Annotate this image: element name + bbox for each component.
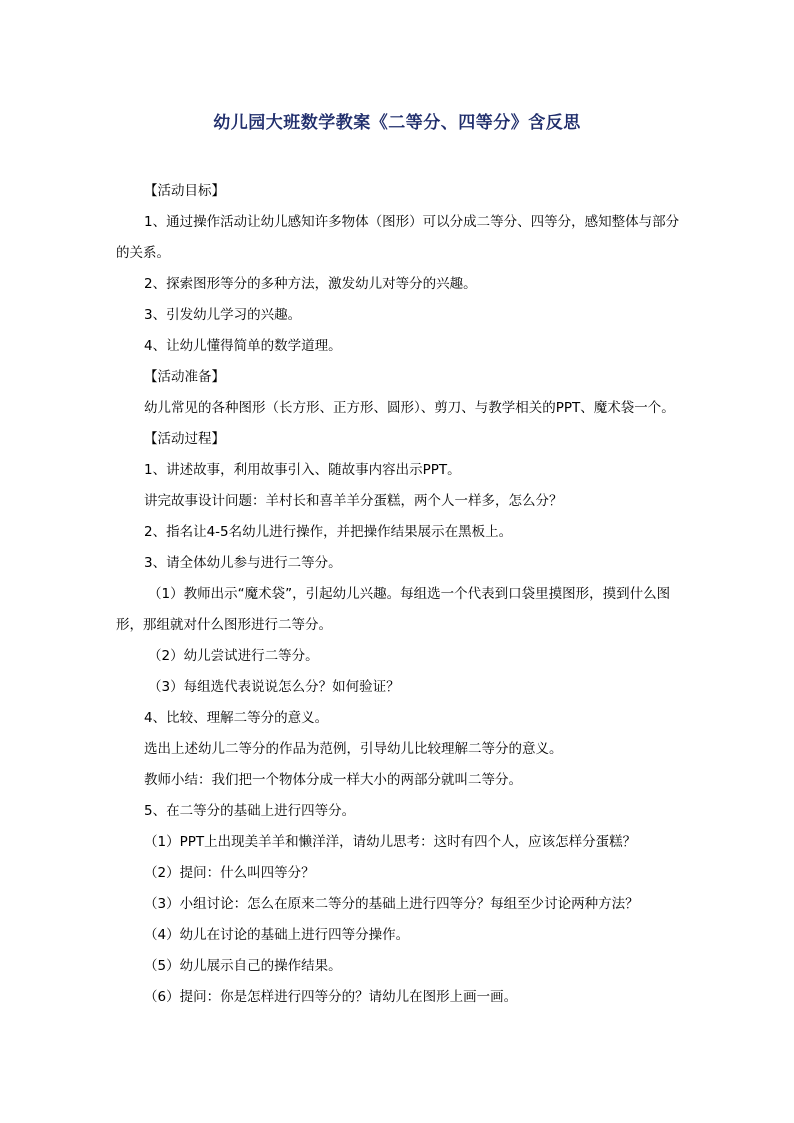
paragraph: （2）幼儿尝试进行二等分。 xyxy=(148,648,319,664)
paragraph: 1、通过操作活动让幼儿感知许多物体（图形）可以分成二等分、四等分，感知整体与部分的关系。 xyxy=(116,214,680,261)
paragraph: （1）教师出示“魔术袋”，引起幼儿兴趣。每组选一个代表到口袋里摸图形，摸到什么图形，那组就对什么图形进行二等分。 xyxy=(116,586,671,633)
paragraph: 1、讲述故事，利用故事引入、随故事内容出示PPT。 xyxy=(144,462,461,478)
section-heading-process: 【活动过程】 xyxy=(144,431,225,447)
paragraph: 4、比较、理解二等分的意义。 xyxy=(144,710,329,726)
paragraph: 2、探索图形等分的多种方法，激发幼儿对等分的兴趣。 xyxy=(144,276,477,292)
section-heading-goals: 【活动目标】 xyxy=(144,183,225,199)
paragraph: 讲完故事设计问题：羊村长和喜羊羊分蛋糕，两个人一样多，怎么分？ xyxy=(144,493,563,509)
document-title: 幼儿园大班数学教案《二等分、四等分》含反思 xyxy=(213,113,581,133)
paragraph: 2、指名让4-5名幼儿进行操作，并把操作结果展示在黑板上。 xyxy=(144,524,513,540)
paragraph: 3、引发幼儿学习的兴趣。 xyxy=(144,307,302,323)
paragraph: （3）小组讨论：怎么在原来二等分的基础上进行四等分？每组至少讨论两种方法？ xyxy=(144,896,639,912)
paragraph: 选出上述幼儿二等分的作品为范例，引导幼儿比较理解二等分的意义。 xyxy=(144,741,563,757)
paragraph: （1）PPT上出现美羊羊和懒洋洋，请幼儿思考：这时有四个人，应该怎样分蛋糕？ xyxy=(144,834,637,850)
paragraph: （2）提问：什么叫四等分？ xyxy=(144,865,315,881)
paragraph: 4、让幼儿懂得简单的数学道理。 xyxy=(144,338,342,354)
paragraph: 3、请全体幼儿参与进行二等分。 xyxy=(144,555,342,571)
paragraph: （6）提问：你是怎样进行四等分的？请幼儿在图形上画一画。 xyxy=(144,989,518,1005)
paragraph: 5、在二等分的基础上进行四等分。 xyxy=(144,803,356,819)
paragraph: （4）幼儿在讨论的基础上进行四等分操作。 xyxy=(144,927,410,943)
paragraph: （5）幼儿展示自己的操作结果。 xyxy=(144,958,342,974)
paragraph: 教师小结：我们把一个物体分成一样大小的两部分就叫二等分。 xyxy=(144,772,522,788)
document-body xyxy=(116,176,682,1013)
paragraph: 幼儿常见的各种图形（长方形、正方形、圆形）、剪刀、与教学相关的PPT、魔术袋一个。 xyxy=(144,400,675,416)
paragraph: （3）每组选代表说说怎么分？如何验证？ xyxy=(148,679,400,695)
section-heading-preparation: 【活动准备】 xyxy=(144,369,225,385)
